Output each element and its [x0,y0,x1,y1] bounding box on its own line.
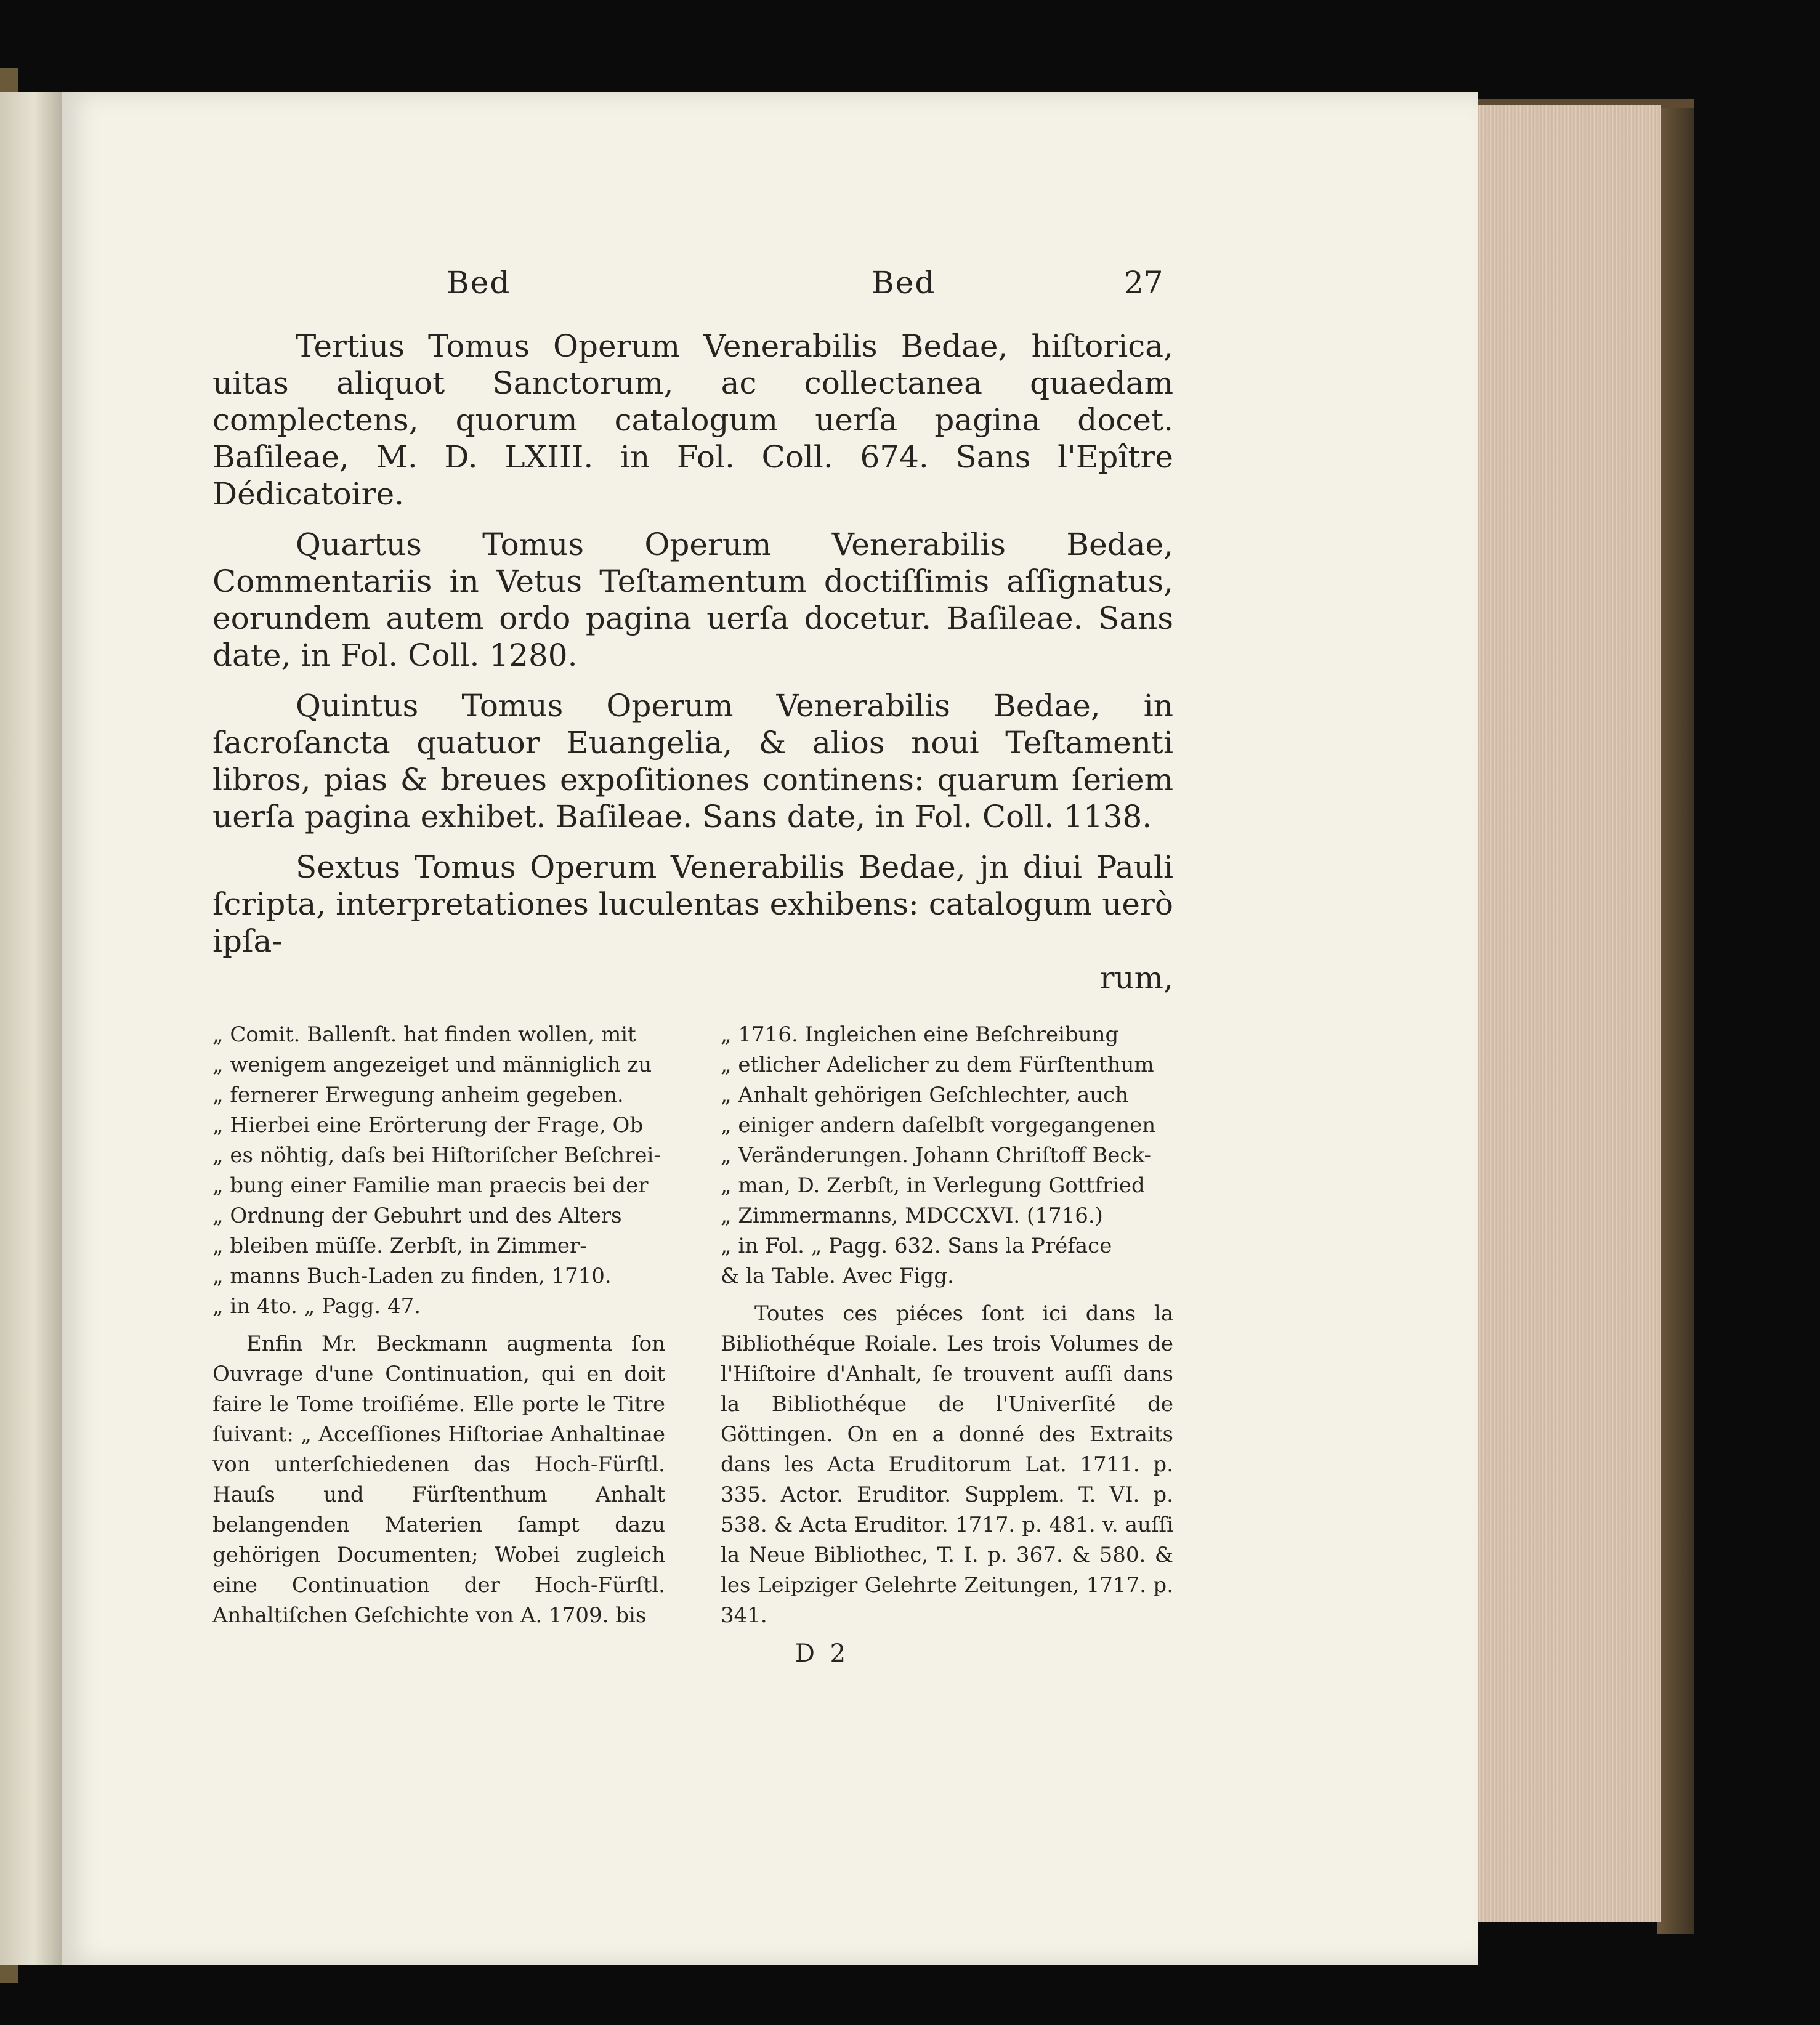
page-content [212,265,1173,1668]
paragraph-tomus-4: Quartus Tomus Operum Venerabilis Bedae, Commentariis in Vetus Teſtamentum doctiſſimis aſſignatus, eorundem autem ordo pagina uerſa docetur. Baſileae. Sans date, in Fol. Coll. 1280. [212,527,1173,673]
right-paragraph: Toutes ces piéces ſont ici dans la Bibliothéque Roiale. Les trois Volumes de l'Hiſtoire d'Anhalt, ſe trouvent auſſi dans la Bibliothéque de l'Univerſité de Göttingen. On en a donné des Extraits dans les Acta Eruditorum Lat. 1711. p. 335. Actor. Eruditor. Supplem. T. VI. p. 538. & Acta Eruditor. 1717. p. 481. v. auſſi la Neue Bibliothec, T. I. p. 367. & 580. & les Leipziger Gelehrte Zeitungen, 1717. p. 341. [721,1301,1173,1628]
two-column-notes [212,1020,1173,1638]
paragraph-tomus-3: Tertius Tomus Operum Venerabilis Bedae, hiſtorica, uitas aliquot Sanctorum, ac collectanea quaedam complectens, quorum catalogum uerſa pagina docet. Baſileae, M. D. LXIII. in Fol. Coll. 674. Sans l'Epître Dédicatoire. [212,328,1173,512]
header-left: Bed [447,265,511,301]
quote-line: „ einiger andern daſelbſt vorgegangenen [721,1113,1156,1138]
running-header [212,265,1173,302]
quote-line: „ manns Buch-Laden zu finden, 1710. [212,1264,612,1288]
quote-line: „ wenigem angezeiget und männiglich zu [212,1053,652,1077]
header-middle: Bed [872,265,936,301]
left-quote [212,1020,665,1322]
left-column [212,1020,665,1638]
quote-line: „ Veränderungen. Johann Chriſtoff Beck- [721,1143,1151,1168]
quote-line: & la Table. Avec Figg. [721,1264,954,1288]
quote-line: „ 1716. Ingleichen eine Beſchreibung [721,1022,1119,1047]
quote-line: „ man, D. Zerbſt, in Verlegung Gottfried [721,1173,1145,1198]
signature-mark: D 2 [795,1639,850,1668]
page-edges [1475,105,1661,1922]
right-quote [721,1020,1173,1291]
quote-line: „ Comit. Ballenſt. hat finden wollen, mit [212,1022,636,1047]
quote-line: „ Ordnung der Gebuhrt und des Alters [212,1203,622,1228]
main-text [212,328,1173,996]
quote-line: „ Anhalt gehörigen Geſchlechter, auch [721,1083,1129,1107]
left-paragraph: Enfin Mr. Beckmann augmenta ſon Ouvrage d'une Continuation, qui en doit faire le Tome troiſiéme. Elle porte le Titre ſuivant: „ Acceſſiones Hiſtoriae Anhaltinae von unterſchiedenen das Hoch-Fürſtl. Hauſs und Fürſtenthum Anhalt belangenden Materien ſampt dazu gehörigen Documenten; Wobei zugleich eine Continuation der Hoch-Fürſtl. Anhaltiſchen Geſchichte von A. 1709. bis [212,1332,665,1628]
quote-line: „ Zimmermanns, MDCCXVI. (1716.) [721,1203,1103,1228]
quote-line: „ Hierbei eine Erörterung der Frage, Ob [212,1113,644,1138]
left-page-edge [0,92,62,1965]
back-cover [1657,108,1694,1934]
quote-line: „ in Fol. „ Pagg. 632. Sans la Préface [721,1234,1112,1258]
page-number: 27 [1124,265,1163,301]
quote-line: „ es nöhtig, daſs bei Hiſtoriſcher Beſchrei- [212,1143,661,1168]
quote-line: „ bleiben müſſe. Zerbſt, in Zimmer- [212,1234,587,1258]
quote-line: „ fernerer Erwegung anheim gegeben. [212,1083,624,1107]
quote-line: „ etlicher Adelicher zu dem Fürſtenthum [721,1053,1154,1077]
quote-line: „ bung einer Familie man praecis bei der [212,1173,649,1198]
right-column [721,1020,1173,1638]
catchword: rum, [1099,960,1173,996]
paragraph-tomus-6: Sextus Tomus Operum Venerabilis Bedae, jn diui Pauli ſcripta, interpretationes luculentas exhibens: catalogum uerò ipſa- [212,849,1173,959]
paragraph-tomus-5: Quintus Tomus Operum Venerabilis Bedae, in ſacroſancta quatuor Euangelia, & alios noui Teſtamenti libros, pias & breues expoſitiones continens: quarum ſeriem uerſa pagina exhibet. Baſileae. Sans date, in Fol. Coll. 1138. [212,688,1173,835]
quote-line: „ in 4to. „ Pagg. 47. [212,1294,421,1319]
